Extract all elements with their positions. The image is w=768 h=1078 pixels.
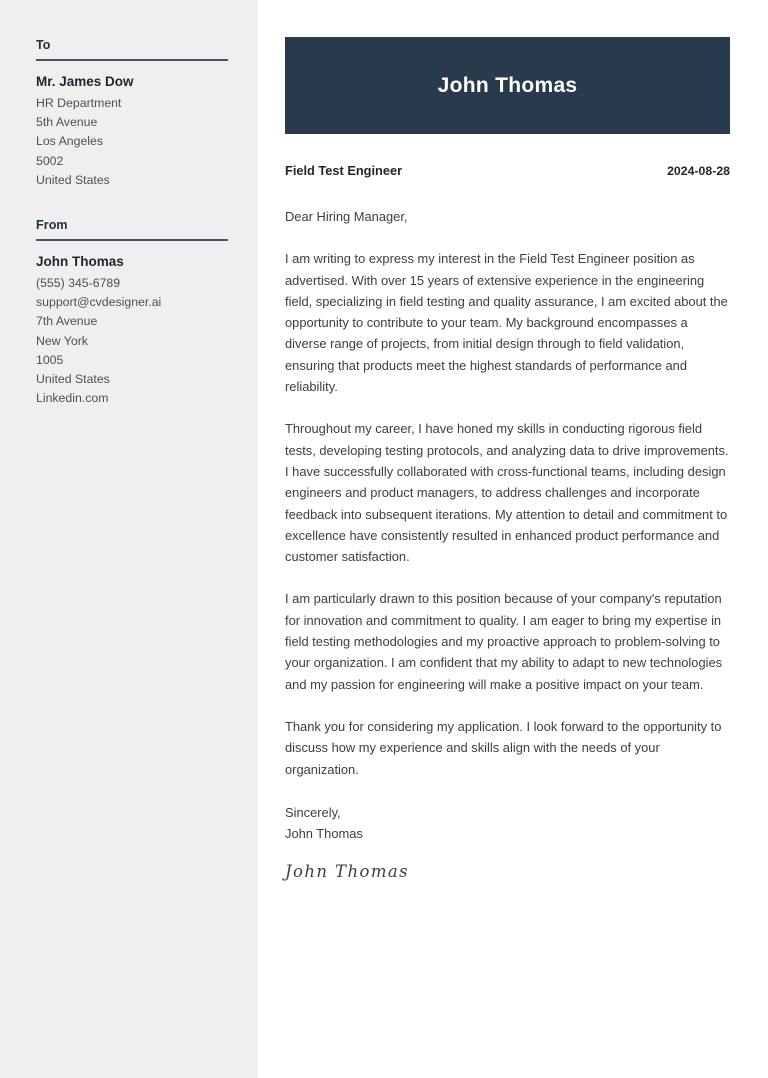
sender-name: John Thomas bbox=[36, 254, 124, 270]
letter-paragraph: I am particularly drawn to this position because of your company's reputation for innovation and commitment to quality. I am eager to bring my expertise in field testing methodologies and my proactive approach to problem-solving to your organization. I am confident that my ability to adapt to new technologies and my passion for engineering will make a positive impact on your team. bbox=[285, 591, 723, 692]
salutation: Dear Hiring Manager, bbox=[285, 209, 408, 224]
recipient-line: 5th Avenue bbox=[36, 115, 98, 130]
recipient-heading: To bbox=[36, 38, 51, 52]
job-title: Field Test Engineer bbox=[285, 163, 403, 178]
recipient-line: 5002 bbox=[36, 153, 64, 168]
letter-meta-row bbox=[285, 163, 730, 178]
sidebar-spacer bbox=[36, 196, 228, 218]
letter-paragraph: Thank you for considering my application. I look forward to the opportunity to discuss how my experience and skills align with the needs of your organization. bbox=[285, 718, 722, 777]
recipient-name: Mr. James Dow bbox=[36, 74, 134, 89]
recipient-line: Los Angeles bbox=[36, 134, 104, 149]
sender-block bbox=[36, 218, 228, 408]
recipient-line: HR Department bbox=[36, 96, 122, 110]
sender-line: 7th Avenue bbox=[36, 314, 98, 329]
sender-line: 1005 bbox=[36, 352, 64, 367]
name-banner bbox=[285, 37, 730, 134]
letter-body bbox=[285, 206, 730, 881]
sender-line: United States bbox=[36, 372, 110, 387]
letter-paragraph: Throughout my career, I have honed my skills in conducting rigorous field tests, developing testing protocols, and analyzing data to drive improvements. I have successfully collaborated with cross-functional teams, including design engineers and product managers, to address challenges and incorporate feedback into subsequent iterations. My attention to detail and commitment to excellence have consistently resulted in enhanced product performance and customer satisfaction. bbox=[285, 421, 729, 565]
recipient-line: United States bbox=[36, 172, 110, 187]
sender-email: support@cvdesigner.ai bbox=[36, 295, 162, 310]
sidebar bbox=[0, 0, 258, 1078]
closing-name: John Thomas bbox=[285, 826, 363, 842]
letter-main bbox=[258, 0, 768, 1078]
applicant-name: John Thomas bbox=[437, 73, 578, 97]
closing-salutation: Sincerely, bbox=[285, 804, 341, 820]
signature: John Thomas bbox=[285, 862, 409, 882]
recipient-block bbox=[36, 38, 228, 190]
sender-heading: From bbox=[36, 218, 68, 233]
sender-phone: (555) 345-6789 bbox=[36, 276, 121, 291]
recipient-divider bbox=[36, 59, 228, 61]
closing-block bbox=[285, 802, 730, 845]
sender-line: New York bbox=[36, 333, 88, 348]
sender-linkedin: Linkedin.com bbox=[36, 391, 109, 406]
sender-divider bbox=[36, 239, 228, 241]
letter-date: 2024-08-28 bbox=[667, 164, 730, 178]
letter-paragraph: I am writing to express my interest in the Field Test Engineer position as advertised. With over 15 years of extensive experience in the engineering field, specializing in field testing and quality assurance, I am excited about the opportunity to contribute to your team. My background encompasses a diverse range of projects, from initial design through to field validation, ensuring that products meet the highest standards of performance and reliability. bbox=[285, 251, 728, 395]
